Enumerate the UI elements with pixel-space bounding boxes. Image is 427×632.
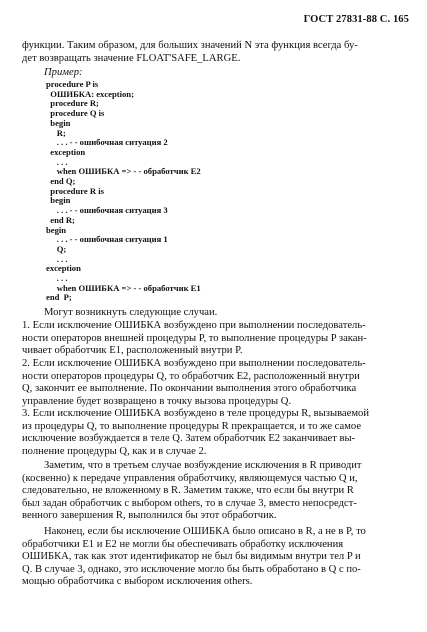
code-line: . . . [46,273,68,284]
code-listing [46,80,406,306]
text-line: мощью обработчика с выбором исключения others. [22,576,253,588]
code-line: procedure P is [46,79,99,89]
code-line: exception [46,146,86,157]
code-line: when ОШИБКА => - - обработчик E1 [46,282,201,293]
code-line: . . . [46,156,68,167]
text-line: следовательно, не вложенному в R. Заметим также, что если бы внутри R [22,485,354,497]
text-line: Заметим, что в третьем случае возбуждение исключения в R приводит [44,460,362,471]
text-line: обработчики E1 и E2 не могли бы обеспечивать обработку исключения [22,538,344,550]
text-line: ОШИБКА, так как этот идентификатор не был бы видимым внутри тел P и [22,551,361,563]
case-1 [22,320,408,358]
code-line: begin [46,195,71,206]
text-line: функции. Таким образом, для больших значений N эта функция всегда бу- [22,40,358,51]
text-line: Q. В случае 3, однако, это исключение могло бы быть обработано в Q с по- [22,563,361,575]
code-line: end R; [46,214,75,225]
text-line: дет возвращать значение FLOAT'SAFE_LARGE. [22,52,241,64]
code-line: when ОШИБКА => - - обработчик E2 [46,166,201,177]
paragraph-final [22,526,408,589]
text-line: чивает обработчик E1, расположенный внутри P. [22,345,243,357]
text-line: исключение возбуждается в теле Q. Затем обработчик E2 заканчивает вы- [22,433,356,445]
code-line: ОШИБКА: exception; [46,88,134,99]
case-3 [22,408,408,458]
text-line: венного завершения R, выполнился бы этот обработчик. [22,510,277,522]
page-header: ГОСТ 27831-88 С. 165 [303,14,409,25]
code-line: procedure R; [46,98,99,109]
text-line: 3. Если исключение ОШИБКА возбуждено в теле процедуры R, вызываемой [22,408,370,419]
code-line: R; [46,127,66,138]
paragraph-note [22,460,408,523]
text-line: (косвенно) к передаче управления обработчику, являющемуся частью Q и, [22,472,358,484]
case-2 [22,358,408,408]
intro-paragraph [22,40,408,65]
code-line: Q; [46,243,67,254]
text-line: Наконец, если бы исключение ОШИБКА было описано в R, а не в P, то [44,526,366,537]
code-line: . . . - - ошибочная ситуация 2 [46,137,168,148]
text-line: был задан обработчик с выбором others, то в случае 3, вместо непосредст- [22,497,357,509]
code-line: . . . - - ошибочная ситуация 1 [46,234,168,245]
code-line: end Q; [46,176,76,187]
text-line: полнение процедуры Q, как и в случае 2. [22,445,207,457]
code-line: . . . [46,253,68,264]
cases-intro: Могут возникнуть следующие случаи. [44,307,218,318]
example-label: Пример: [44,67,83,78]
text-line: 2. Если исключение ОШИБКА возбуждено при выполнении последователь- [22,358,366,369]
code-line: begin [46,224,67,235]
code-line: procedure R is [46,185,104,196]
text-line: 1. Если исключение ОШИБКА возбуждено при выполнении последователь- [22,320,366,331]
text-line: Q, закончит ее выполнение. По окончании выполнения этого обработчика [22,383,357,395]
code-line: . . . - - ошибочная ситуация 3 [46,205,168,216]
text-line: ности операторов процедуры Q, то обработчик E2, расположенный внутри [22,370,360,382]
text-line: управление будет возвращено в точку вызова процедуры Q. [22,395,292,407]
code-line: exception [46,263,81,274]
code-line: end P; [46,292,72,303]
code-line: procedure Q is [46,108,105,119]
text-line: из процедуры Q, то выполнение процедуры R прекращается, и то же самое [22,420,362,432]
text-line: ности операторов внешней процедуры P, то выполнение процедуры P закан- [22,332,367,344]
code-line: begin [46,117,71,128]
